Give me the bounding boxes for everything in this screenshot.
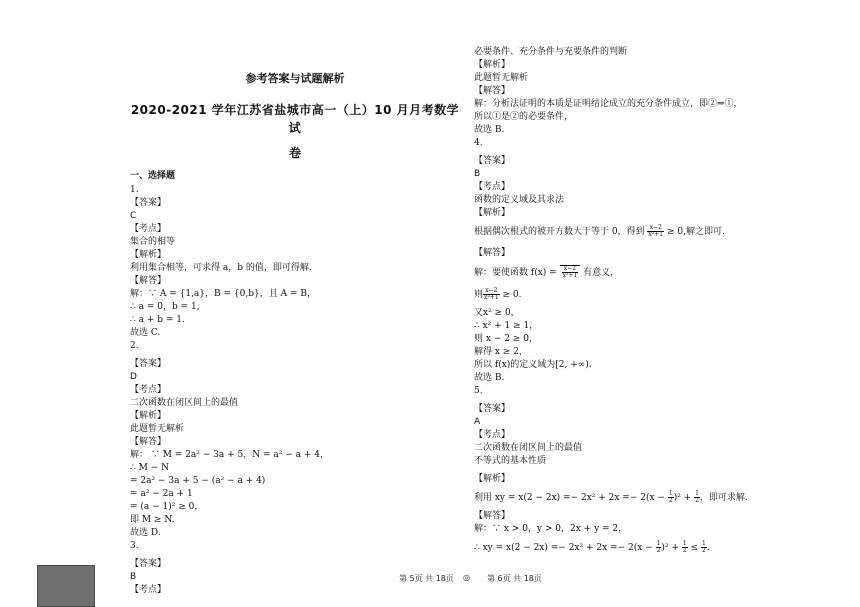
q3-answer-tag: 【答案】 (130, 559, 167, 569)
q2-line-5: = (a − 1)² ≥ 0， (130, 502, 204, 512)
q1-answer: C (130, 211, 137, 221)
q4-fenxi-fraction (647, 225, 664, 238)
fraction-denominator: 2 (682, 547, 687, 554)
fraction-denominator: 2 (695, 497, 699, 504)
q2-line-4: = a² − 2a + 1 (130, 489, 193, 499)
q4-line-2 (474, 288, 724, 302)
q5-line-2-post: . (706, 543, 710, 553)
q4-line-1 (474, 265, 724, 280)
q2-line-7: 故选 D. (130, 528, 161, 538)
q2-fenxi-tag: 【解析】 (130, 411, 167, 421)
fraction-denominator: x²+1 (648, 231, 664, 238)
page-thumbnail[interactable] (37, 565, 95, 607)
q4-jieda-tag: 【解答】 (474, 248, 511, 258)
q4-kaodian: 函数的定义域及其求法 (474, 195, 565, 205)
q2-line-1: 解： ∵ M = 2a² − 3a + 5，N = a² − a + 4， (130, 450, 329, 460)
q4-line-1-fraction (562, 266, 579, 279)
q1-number: 1. (130, 185, 139, 195)
fraction-numerator: 1 (656, 540, 661, 547)
q3-kaodian: 必要条件、充分条件与充要条件的判断 (474, 47, 628, 57)
q5-line-2-pre: ∴ xy = x(2 − 2x) =− 2x² + 2x =− 2 (474, 543, 634, 553)
q5-fenxi-post: ，即可求解. (699, 493, 748, 503)
fraction-denominator: 2 (701, 547, 706, 554)
q4-answer-tag: 【答案】 (474, 156, 511, 166)
q5-line-2-paren-close: )² + (661, 543, 679, 553)
q5-line-2-le: ≤ (690, 543, 699, 553)
q2-jieda-tag: 【解答】 (130, 437, 167, 447)
q3-fenxi-tag: 【解析】 (474, 60, 511, 70)
q4-line-4: ∴ x² + 1 ≥ 1， (474, 321, 539, 331)
q1-jieda-tag: 【解答】 (130, 276, 167, 286)
q4-fenxi (474, 225, 724, 239)
q5-fenxi-tag: 【解析】 (474, 474, 511, 484)
q3-line-2: 所以①是②的必要条件， (474, 112, 574, 122)
exam-title: 2020-2021 学年江苏省盐城市高一（上）10 月月考数学试 (130, 103, 460, 135)
fraction-denominator: 2 (668, 497, 673, 504)
q1-kaodian: 集合的相等 (130, 237, 176, 247)
q3-line-3: 故选 B. (474, 125, 505, 135)
q4-number: 4. (474, 138, 483, 148)
q3-fenxi: 此题暂无解析 (474, 73, 529, 83)
q2-kaodian-tag: 【考点】 (130, 385, 167, 395)
q4-line-3: 又x² ≥ 0， (474, 308, 520, 318)
fraction-numerator: 1 (668, 490, 673, 497)
q2-answer: D (130, 372, 137, 382)
q3-jieda-tag: 【解答】 (474, 86, 511, 96)
q1-answer-tag: 【答案】 (130, 198, 167, 208)
q1-line-2: ∴ a = 0，b = 1, (130, 302, 200, 312)
q4-line-1-pre: 解：要使函数 f(x) = (474, 268, 557, 278)
fraction-denominator: x²+1 (484, 294, 499, 301)
fraction-numerator: x−2 (483, 288, 500, 295)
q3-kaodian-tag: 【考点】 (130, 585, 167, 595)
q2-line-3: = 2a² − 3a + 5 − (a² − a + 4) (130, 476, 266, 486)
q4-line-2-fraction (483, 288, 500, 301)
q5-kaodian-1: 二次函数在闭区间上的最值 (474, 443, 583, 453)
q3-answer: B (130, 572, 137, 582)
exam-title-end: 卷 (288, 146, 301, 160)
sqrt-symbol (560, 265, 581, 280)
q5-line-2 (474, 541, 724, 555)
q4-answer: B (474, 169, 481, 179)
q4-fenxi-tag: 【解析】 (474, 208, 511, 218)
q4-line-2-pre: 则 (474, 290, 484, 300)
q1-line-1: 解：∵ A = {1,a}，B = {0,b}，且 A = B， (130, 289, 316, 299)
fraction-numerator: x−2 (562, 266, 579, 273)
fraction-denominator: x²+1 (562, 272, 578, 279)
q2-kaodian: 二次函数在闭区间上的最值 (130, 398, 239, 408)
q5-answer-tag: 【答案】 (474, 404, 511, 414)
page-number-left: 第 5页 共 18页 (399, 574, 454, 583)
q4-line-7: 所以 f(x)的定义域为[2, +∞). (474, 360, 592, 370)
footer-circle-icon: ◎ (463, 573, 470, 582)
q4-kaodian-tag: 【考点】 (474, 182, 511, 192)
q4-fenxi-pre: 根据偶次根式的被开方数大于等于 0，得到 (474, 227, 645, 237)
q4-fenxi-post: ≥ 0,解之即可. (666, 227, 725, 237)
q5-number: 5. (474, 386, 483, 396)
q5-line-1: 解：∵ x > 0，y > 0，2x + y = 2， (474, 524, 628, 534)
q5-line-2-paren-open: (x − (633, 543, 653, 553)
right-page-column (474, 46, 748, 555)
q4-line-1-post: 有意义， (583, 268, 620, 278)
q1-line-3: ∴ a + b = 1. (130, 315, 185, 325)
q5-fenxi-pre: 利用 xy = x(2 − 2x) =− 2x² + 2x =− 2 (474, 493, 646, 503)
fraction-denominator: 2 (656, 547, 661, 554)
q2-line-2: ∴ M − N (130, 463, 169, 473)
q2-number: 2. (130, 341, 139, 351)
q5-line-2-fraction (682, 541, 688, 554)
q5-fenxi-paren-open: (x − (645, 493, 665, 503)
q1-line-4: 故选 C. (130, 328, 161, 338)
q5-kaodian-2: 不等式的基本性质 (474, 456, 547, 466)
q3-line-1: 解：分析法证明的本质是证明结论成立的充分条件成立，即②⇒①， (474, 99, 743, 109)
fraction-numerator: x−2 (647, 225, 664, 232)
q4-line-6: 解得 x ≥ 2， (474, 347, 528, 357)
left-page-column (130, 66, 460, 597)
q3-number: 3. (130, 541, 139, 551)
q2-line-6: 即 M ≥ N. (130, 515, 175, 525)
q5-fenxi (474, 490, 748, 505)
q1-fenxi: 利用集合相等，可求得 a，b 的值，即可得解. (130, 263, 312, 273)
answer-title: 参考答案与试题解析 (245, 72, 345, 85)
q4-line-8: 故选 B. (474, 373, 505, 383)
fraction-numerator: 1 (695, 490, 699, 497)
fraction-numerator: 1 (682, 540, 687, 547)
q2-answer-tag: 【答案】 (130, 359, 167, 369)
q4-line-2-post: ≥ 0. (502, 290, 522, 300)
q5-kaodian-tag: 【考点】 (474, 430, 511, 440)
q2-fenxi: 此题暂无解析 (130, 424, 185, 434)
q5-answer: A (474, 417, 481, 427)
q1-kaodian-tag: 【考点】 (130, 224, 167, 234)
q5-jieda-tag: 【解答】 (474, 511, 511, 521)
section-heading: 一、选择题 (130, 171, 176, 181)
q1-fenxi-tag: 【解析】 (130, 250, 167, 260)
fraction-numerator: 1 (701, 540, 706, 547)
q4-line-5: 则 x − 2 ≥ 0， (474, 334, 538, 344)
q5-fenxi-paren-close: )² + (673, 493, 692, 503)
page-number-right: 第 6页 共 18页 (487, 574, 542, 583)
